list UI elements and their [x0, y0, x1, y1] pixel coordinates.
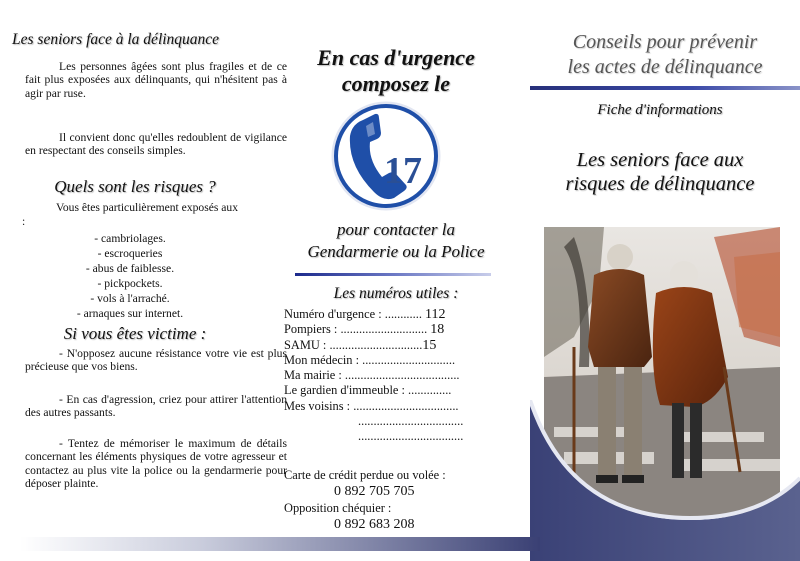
cover-title: Conseils pour prévenir les actes de délinquance — [567, 31, 763, 78]
left-title: Les seniors face à la délinquance — [12, 31, 220, 48]
cover-subtitle: Fiche d'informations — [597, 102, 723, 118]
divider-line — [295, 273, 491, 276]
card-label: Carte de crédit perdue ou volée : — [284, 468, 446, 482]
cheque-number: 0 892 683 208 — [334, 516, 415, 532]
risk-item: - escroqueries — [97, 247, 163, 260]
advice-memorize: - Tentez de mémoriser le maximum de détails concernant les éléments physiques de votre agresseur et contactez au plus vite la police ou la gendarmerie pour déposer plainte. — [25, 437, 287, 490]
phone-logo — [326, 100, 444, 212]
card-numbers — [284, 467, 524, 533]
phone-number: 17 — [384, 150, 422, 192]
contact-text: pour contacter la Gendarmerie ou la Police — [307, 220, 485, 261]
vigilance-paragraph: Il convient donc qu'elles redoublent de vigilance en respectant des conseils simples. — [25, 131, 287, 158]
risk-item: - vols à l'arraché. — [90, 292, 170, 305]
risk-item: - abus de faiblesse. — [85, 262, 175, 275]
emergency-title: En cas d'urgence composez le — [317, 45, 475, 96]
right-panel — [530, 0, 800, 561]
useful-numbers-list — [284, 307, 524, 445]
risks-intro: Vous êtes particulièrement exposés aux : — [22, 201, 239, 228]
bottom-gradient-band — [20, 537, 540, 551]
risk-item: - arnaques sur internet. — [76, 307, 184, 320]
number-row: .................................. — [358, 414, 464, 429]
intro-paragraph: Les personnes âgées sont plus fragiles et de ce fait plus exposées aux délinquants, qui n'hésitent pas à agir par ruse. — [25, 60, 287, 100]
number-row: SAMU : ..............................15 — [284, 337, 437, 353]
number-row: Ma mairie : ..................................... — [284, 368, 460, 383]
cover-divider — [530, 86, 800, 90]
left-panel — [0, 0, 287, 561]
risk-item: - cambriolages. — [94, 232, 166, 245]
number-row: Mes voisins : .................................. — [284, 398, 459, 413]
number-row: Mon médecin : .............................. — [284, 352, 456, 367]
number-row: Pompiers : ............................ 18 — [284, 322, 445, 338]
risks-list — [0, 231, 260, 321]
advice-shout: - En cas d'agression, criez pour attirer l'attention des autres passants. — [25, 393, 287, 420]
cheque-label: Opposition chéquier : — [284, 501, 392, 515]
middle-panel — [262, 0, 530, 561]
victim-heading: Si vous êtes victime : — [63, 324, 207, 343]
decorative-swoosh — [530, 400, 800, 561]
card-number: 0 892 705 705 — [334, 483, 415, 499]
risks-heading: Quels sont les risques ? — [54, 177, 216, 196]
number-row: .................................. — [358, 429, 464, 444]
number-row: Numéro d'urgence : ............ 112 — [284, 307, 446, 322]
advice-no-resistance: - N'opposez aucune résistance votre vie est plus précieuse que vos biens. — [25, 347, 287, 374]
useful-numbers-heading: Les numéros utiles : — [333, 285, 459, 302]
risk-item: - pickpockets. — [97, 277, 163, 290]
number-row: Le gardien d'immeuble : .............. — [284, 383, 452, 398]
cover-heading: Les seniors face aux risques de délinquance — [565, 149, 755, 195]
